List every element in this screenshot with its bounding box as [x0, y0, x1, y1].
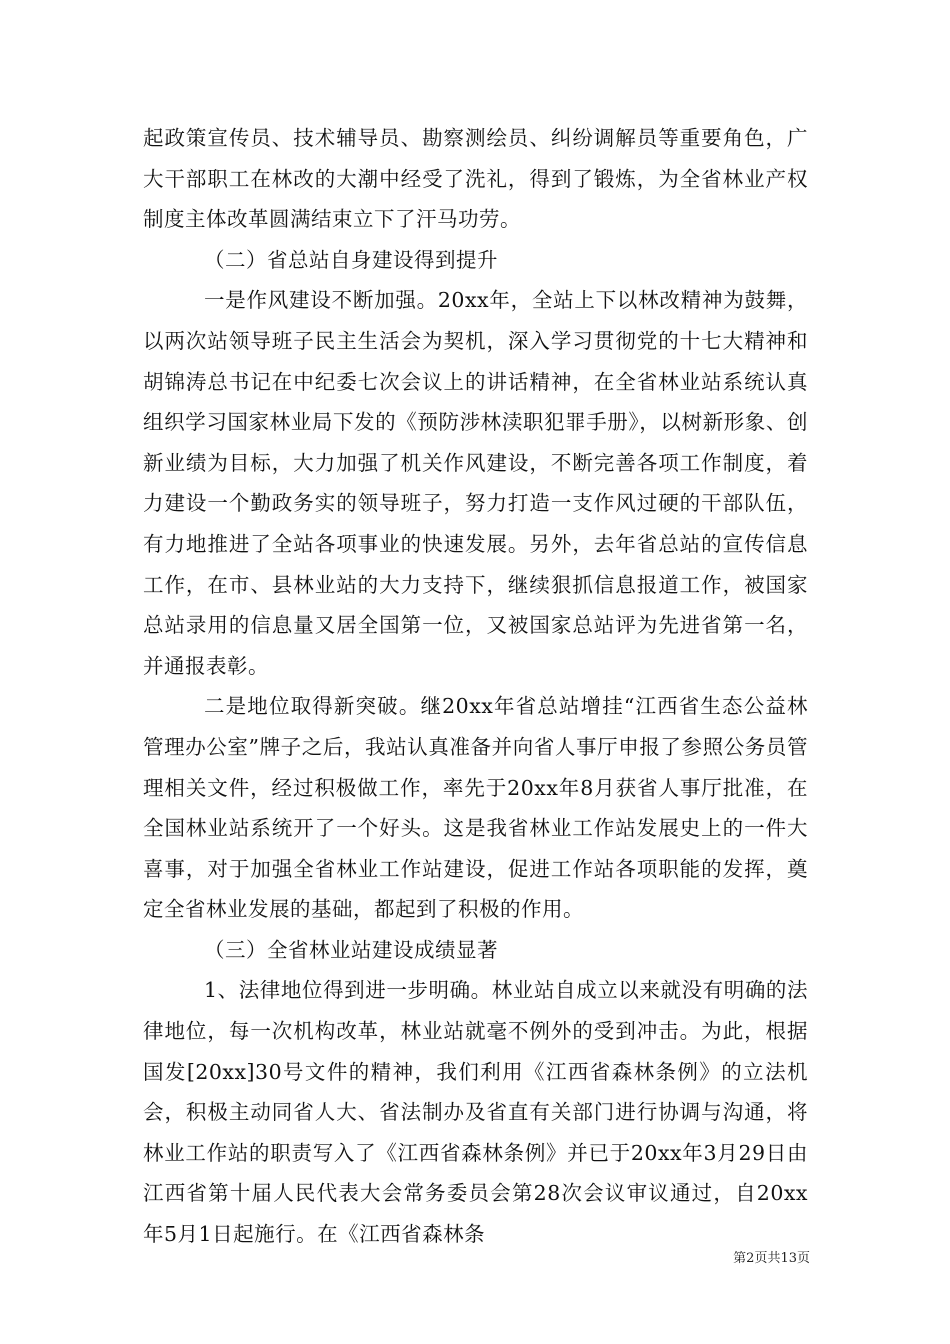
document-body [143, 118, 808, 1255]
section-heading-2: （二）省总站自身建设得到提升 [204, 247, 498, 272]
paragraph-status-breakthrough: 二是地位取得新突破。继20xx年省总站增挂“江西省生态公益林管理办公室”牌子之后，我站认真准备并向省人事厅申报了参照公务员管理相关文件，经过积极做工作，率先于20xx年8月获省人事厅批准，在全国林业站系统开了一个好头。这是我省林业工作站发展史上的一件大喜事，对于加强全省林业工作站建设，促进工作站各项职能的发挥，奠定全省林业发展的基础，都起到了积极的作用。 [143, 694, 808, 922]
paragraph-work-style: 一是作风建设不断加强。20xx年，全站上下以林改精神为鼓舞，以两次站领导班子民主生活会为契机，深入学习贯彻党的十七大精神和胡锦涛总书记在中纪委七次会议上的讲话精神，在全省林业站系统认真组织学习国家林业局下发的《预防涉林渎职犯罪手册》，以树新形象、创新业绩为目标，大力加强了机关作风建设，不断完善各项工作制度，着力建设一个勤政务实的领导班子，努力打造一支作风过硬的干部队伍，有力地推进了全站各项事业的快速发展。另外，去年省总站的宣传信息工作，在市、县林业站的大力支持下，继续狠抓信息报道工作，被国家总站录用的信息量又居全国第一位，又被国家总站评为先进省第一名，并通报表彰。 [143, 288, 808, 678]
page-number-footer: 第2页共13页 [733, 1251, 810, 1266]
section-heading-3: （三）全省林业站建设成绩显著 [204, 937, 498, 962]
paragraph-legal-status: 1、法律地位得到进一步明确。林业站自成立以来就没有明确的法律地位，每一次机构改革，林业站就毫不例外的受到冲击。为此，根据国发[20xx]30号文件的精神，我们利用《江西省森林条例》的立法机会，积极主动同省人大、省法制办及省直有关部门进行协调与沟通，将林业工作站的职责写入了《江西省森林条例》并已于20xx年3月29日由江西省第十届人民代表大会常务委员会第28次会议审议通过，自20xx年5月1日起施行。在《江西省森林条 [143, 978, 808, 1247]
paragraph-continued: 起政策宣传员、技术辅导员、勘察测绘员、纠纷调解员等重要角色，广大干部职工在林改的大潮中经受了洗礼，得到了锻炼，为全省林业产权制度主体改革圆满结束立下了汗马功劳。 [143, 126, 808, 232]
